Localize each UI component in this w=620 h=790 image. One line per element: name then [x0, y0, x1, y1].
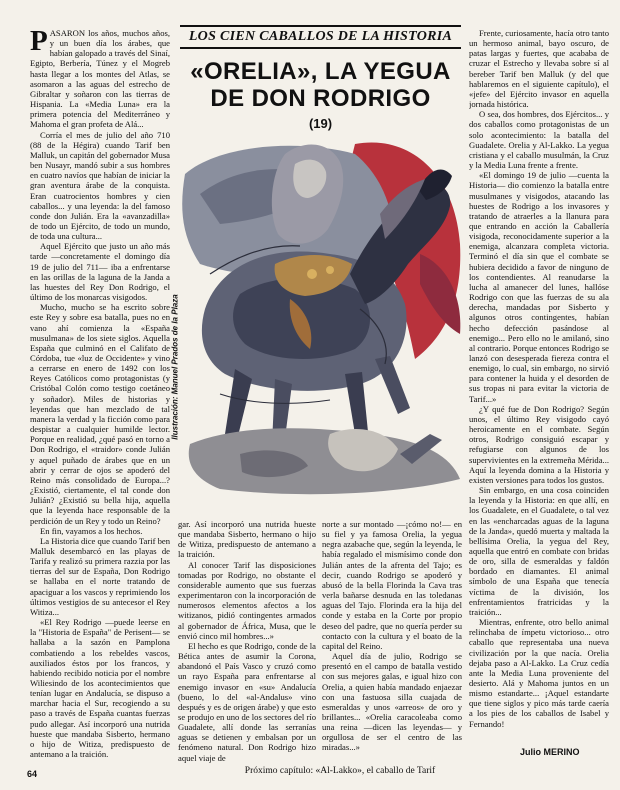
lead-text: ASARON los años, muchos años, y un buen día los árabes, que habían galopado a través del Sinaí, Egipto, Berbería, Túnez y el Mogreb hasta llegar a los montes del Atlas, se asomaron a las aguas del estrecho de Gibraltar y soñaron con las tierras de Hispania. La «Media Luna» era la primera potencia del Mediterráneo y Mahoma el gran profeta de Alá... [30, 28, 170, 130]
article-column-4 [469, 28, 609, 765]
lead-paragraph [30, 28, 170, 130]
body-paragraph: Aquel día de julio, Rodrigo se presentó en el campo de batalla vestido con sus mejores galas, e igual hizo con Orelia, a quien había mandado enjaezar con una fastuosa silla cuajada de esmeraldas y unos «arreos» de oro y brillantes... «Orelia caracoleaba como una reina —dicen las leyendas— y orgullosa de ser el centro de las miradas...» [322, 651, 462, 753]
title-line-2: DE DON RODRIGO [210, 85, 431, 112]
issue-number: (19) [308, 116, 333, 131]
body-paragraph: «El domingo 19 de julio —cuenta la Historia— dio comienzo la batalla entre musulmanes y visigodos, atacando las huestes de Rodrigo a los invasores y tratando de atraerles a la llanura para que entrando en acción la Caballería visigoda, reconocidamente superior a la enemiga, alcanzara completa victoria. Terminó el día sin que el combate se hubiera decidido a favor de ninguno de los contendientes. Al reanudarse la lucha al amanecer del lunes, hallóse Rodrigo con que las fuerzas de su ala derecha, mandadas por Sisberto y algunos otros contingentes, habían hecho defección pasándose al enemigo... Pero ello no le amilanó, sino al contrario. Porque entonces Rodrigo se lanzó con desesperada fiereza contra el enemigo, lo cual, sin embargo, no sirvió para contener la huida y el desorden de sus tropas ni para evitar la victoria de Tarif...» [469, 170, 609, 404]
illustration-credit-text: Ilustración: Manuel Prados de la Plaza [170, 294, 180, 440]
body-paragraph: ¿Y qué fue de Don Rodrigo? Según unos, el último Rey visigodo cayó heroicamente en el combate. Según otros, Rodrigo consiguió escapar y refugiarse con algunos de los supervivientes en la extremeña Mérida... Aquí la leyenda domina a la Historia y existen versiones para todos los gustos. [469, 403, 609, 485]
drop-cap: P [30, 28, 48, 57]
page-title [180, 58, 461, 112]
body-paragraph: La Historia dice que cuando Tarif ben Malluk desembarcó en las playas de Tarifa y realizó su primera razzia por las tierras del sur de España, Don Rodrigo se hallaba en el norte tratando de apaciguar a los vascos y reprimiendo los últimos vestigios de su antecesor el Rey Witiza... [30, 535, 170, 617]
body-paragraph: norte a sur montado —¡cómo no!— en su fiel y ya famosa Orelia, la yegua negra azabache que, según la leyenda, le había regalado el mismísimo conde don Julián antes de la afrenta del Tajo; es decir, cuando Rodrigo se apoderó y abusó de la bella Florinda la Cava tras verla bañarse desnuda en las toledanas aguas del Tajo. Florinda era la hija del conde y estaba en la Corte por propio deseo del padre, que no quería perder su contacto con la cultura y el boato de la capital del Reino. [322, 519, 462, 651]
body-paragraph: «El Rey Rodrigo —puede leerse en la "Historia de España" de Perisent— se hallaba a la sazón en Pamplona combatiendo a los rebeldes vascos, auxiliados éstos por los francos, y habiendo recibido noticia por el nombre Wiliesindo de los acontecimientos que tenían lugar en Andalucía, se dispuso a marchar hacia el Sur, recogiendo a su paso a través de España cuantas fuerzas pudo allegar. Así incorporó una nutrida hueste que mandaba Sisberto, hermano o hijo de Witiza, predispuesto de antemano a la traición. [30, 617, 170, 760]
page-number: 64 [27, 769, 38, 779]
body-paragraph: En fin, vayamos a los hechos. [40, 525, 143, 536]
body-paragraph: El hecho es que Rodrigo, conde de la Bética antes de asumir la Corona, abandonó el País Vasco y cruzó como un rayo España para enfrentarse al enemigo invasor en «su» Andalucía (bueno, lo del «al-Andalus» vino después y es de origen árabe) y que esto se produjo en uno de los sectores del río Guadalete, allí donde las serranías aguas se detienen y embalsan por un fenómeno natural. Don Rodrigo hizo aquel viaje de [178, 640, 316, 763]
horse-rider-painting [180, 134, 463, 513]
article-column-1 [30, 28, 170, 765]
body-paragraph: Frente, curiosamente, hacía otro tanto un hermoso animal, bayo oscuro, de patas largas y fuertes, que acababa de cruzar el Estrecho y llevaba sobre sí al bereber Tarif ben Malluk (y del que hablaremos en el siguiente capítulo), el «jefe» del Ejército invasor en aquella jornada histórica. [469, 28, 609, 110]
body-paragraph: Mucho, mucho se ha escrito sobre este Rey y sobre esa batalla, pues no en vano ahí comienza la «España musulmana» de los siete siglos. Aquella España que culminó en el Califato de Córdoba, tue «luz de Occidente» y vino a cerrarse en enero de 1492 con los Reyes Católicos como protagonistas (y Cristóbal Colón como testigo coetáneo y soñador). Miles de historias y leyendas que han mezclado de tal manera la verdad y la ficción como para despistar a cualquier humilde lector. Porque en realidad, ¿qué pasó en torno a Don Rodrigo, el «traidor» conde Julián y aquel puñado de árabes que en un abrir y cerrar de ojos se apoderó del Reino más consolidado de Europa...? ¿Existió, ciertamente, el tal conde don Julián? ¿Existió su bella hija, aquella que la leyenda hace responsable de la perdición de un Rey y todo un Reino? [30, 302, 170, 526]
body-paragraph: Corría el mes de julio del año 710 (88 de la Hégira) cuando Tarif ben Malluk, un capitán del gobernador Musa ben Nusayr, mandó subir a sus hombres en cuatro navíos que habían de iniciar la gran aventura árabe de la conquista. Eran cuatrocientos hombres y cien caballos... y una leyenda: la del famoso conde don Julián. Era la «avanzadilla» de todo un Ejército, de todo un mundo, de toda una cultura... [30, 129, 170, 242]
illustration-credit [170, 222, 180, 512]
body-paragraph: Sin embargo, en una cosa coinciden la leyenda y la Historia: en que allí, en los Guadalete, en el Guadalete, o tal vez en las «encharcadas aguas de la laguna de la Janda», quedó muerta y maltada la bellísima Orelia, la yegua del Rey, aquella que entró en combate con bridas de oro, silla de esmeraldas y faldón bordado en diamantes. El animal símbolo de una España que tenecía víctima de la división, los enfrentamientos fratricidas y la traición... [469, 485, 609, 617]
article-column-2 [178, 519, 316, 765]
body-paragraph: Al conocer Tarif las disposiciones tomadas por Rodrigo, no obstante el considerable aumento que sus fuerzas experimentaron con la incorporación de numerosos elementos afectos a los witizanos, pidió contingentes armados al gobernador de África, Musa, que le envió cinco mil hombres...» [178, 559, 316, 641]
title-line-1: «ORELIA», LA YEGUA [190, 58, 451, 85]
section-header: LOS CIEN CABALLOS DE LA HISTORIA [180, 25, 461, 49]
body-paragraph: O sea, dos hombres, dos Ejércitos... y dos caballos como protagonistas de un solo acontecimiento: la batalla del Guadalete. Orelia y Al-Lakko. La yegua cristiana y el caballo musulmán, la Cruz y la Media Luna frente a frente. [469, 109, 609, 171]
body-paragraph: Mientras, enfrente, otro bello animal relinchaba de ímpetu victorioso... otro caballo que representaba una nueva civilización por la que nacía. Orelia dejaba paso a Al-Lakko. La Cruz cedía ante la Media Luna proveniente del desierto. Alá y Mahoma juntos en un mismo estandarte... ¡Aquel estandarte que tiene siglos y pico más tarde caería a los pies de los caballos de Isabel y Fernando! [469, 617, 609, 729]
body-paragraph: gar. Así incorporó una nutrida hueste que mandaba Sisberto, hermano o hijo de Witiza, predispuesto de antemano a la traición. [178, 519, 316, 560]
body-paragraph: Aquel Ejército que justo un año más tarde —concretamente el domingo día 19 de julio del 711— iba a enfrentarse en las orillas de la laguna de la Janda a las huestes del Rey Don Rodrigo, el último de los monarcas visigodos. [30, 241, 170, 303]
article-column-3 [322, 519, 462, 765]
next-chapter-note: Próximo capítulo: «Al-Lakko», el caballo de Tarif [244, 766, 436, 776]
author-signature: Julio MERINO [520, 747, 580, 757]
